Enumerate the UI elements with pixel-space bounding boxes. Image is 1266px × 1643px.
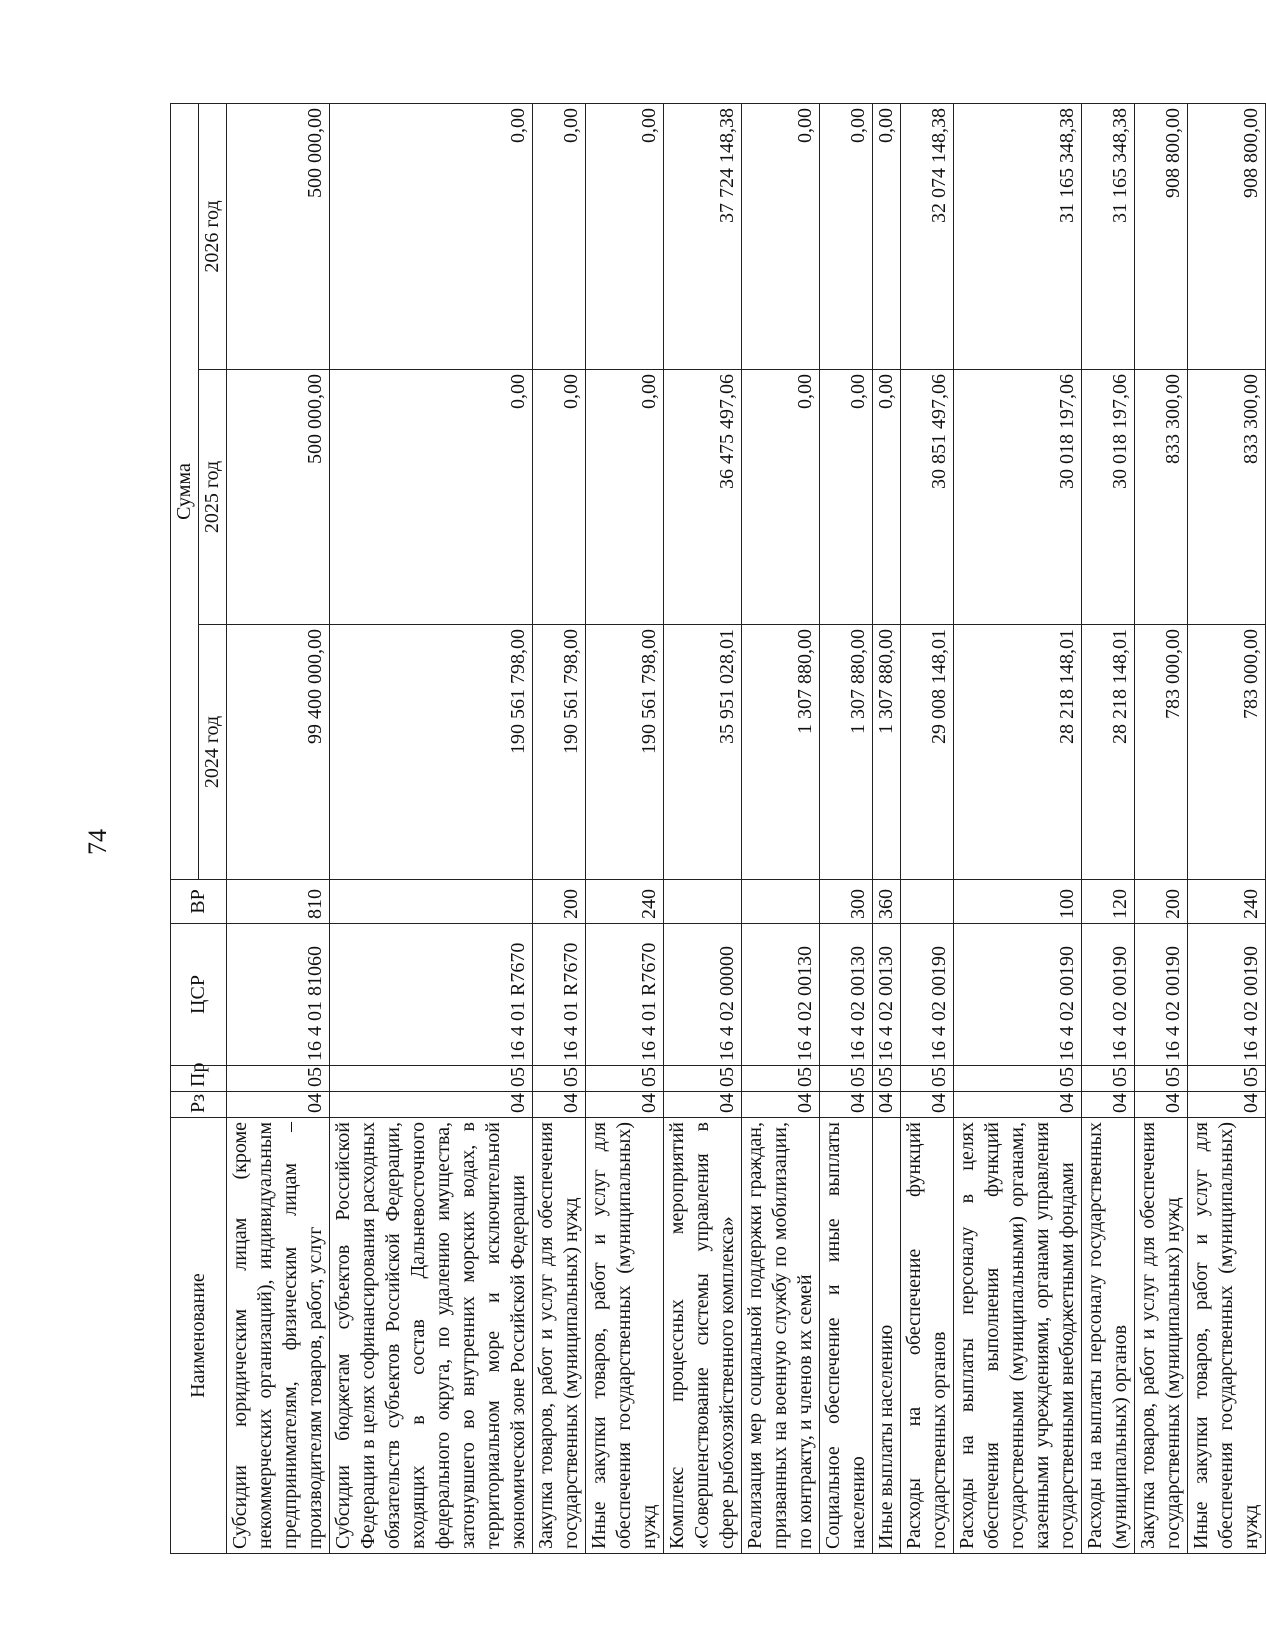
table-row — [533, 103, 586, 1553]
cell-name: Иные выплаты населению — [873, 1118, 901, 1554]
cell-pr: 05 — [586, 1066, 664, 1092]
cell-rz: 04 — [533, 1092, 586, 1118]
cell-y2025: 36 475 497,06 — [664, 370, 742, 625]
cell-pr: 05 — [533, 1066, 586, 1092]
cell-rz: 04 — [873, 1092, 901, 1118]
cell-vr: 200 — [1135, 880, 1188, 924]
cell-name: Расходы на выплаты персоналу государственных (муниципальных) органов — [1082, 1118, 1135, 1554]
cell-name: Субсидии бюджетам субъектов Российской Федерации в целях софинансирования расходных обязательств субъектов Российской Федерации, входящих в состав Дальневосточного федерального округа, по удалению имущества, затонувшего во внутренних морских водах, в территориальном море и исключительной экономической зоне Российской Федерации — [330, 1118, 533, 1554]
table-row — [330, 103, 533, 1553]
cell-rz: 04 — [1082, 1092, 1135, 1118]
cell-pr: 05 — [1082, 1066, 1135, 1092]
cell-name: Расходы на обеспечение функций государственных органов — [901, 1118, 954, 1554]
budget-table — [170, 103, 1266, 1554]
cell-vr — [742, 880, 820, 924]
cell-y2025: 0,00 — [873, 370, 901, 625]
header-pr: Пр — [171, 1066, 227, 1092]
table-header — [171, 103, 227, 1553]
cell-y2024: 35 951 028,01 — [664, 625, 742, 880]
cell-vr: 120 — [1082, 880, 1135, 924]
cell-y2025: 0,00 — [533, 370, 586, 625]
cell-y2024: 28 218 148,01 — [1082, 625, 1135, 880]
cell-name: Расходы на выплаты персоналу в целях обеспечения выполнения функций государственными (муниципальными) органами, казенными учреждениями, органами управления государственными внебюджетными фондами — [954, 1118, 1082, 1554]
cell-y2026: 31 165 348,38 — [1082, 103, 1135, 369]
cell-csr: 16 4 02 00130 — [742, 924, 820, 1066]
cell-pr: 05 — [227, 1066, 330, 1092]
cell-vr: 240 — [586, 880, 664, 924]
cell-name: Комплекс процессных мероприятий «Совершенствование системы управления в сфере рыбохозяйственного комплекса» — [664, 1118, 742, 1554]
cell-name: Иные закупки товаров, работ и услуг для обеспечения государственных (муниципальных) нужд — [586, 1118, 664, 1554]
cell-pr: 05 — [1188, 1066, 1266, 1092]
cell-y2025: 0,00 — [330, 370, 533, 625]
cell-csr: 16 4 02 00190 — [1135, 924, 1188, 1066]
cell-y2024: 1 307 880,00 — [820, 625, 873, 880]
table-row — [954, 103, 1082, 1553]
cell-y2026: 500 000,00 — [227, 103, 330, 369]
cell-pr: 05 — [820, 1066, 873, 1092]
cell-name: Закупка товаров, работ и услуг для обеспечения государственных (муниципальных) нужд — [533, 1118, 586, 1554]
cell-rz: 04 — [820, 1092, 873, 1118]
cell-csr: 16 4 01 R7670 — [533, 924, 586, 1066]
header-csr: ЦСР — [171, 924, 227, 1066]
cell-csr: 16 4 02 00190 — [954, 924, 1082, 1066]
table-row — [1082, 103, 1135, 1553]
cell-pr: 05 — [901, 1066, 954, 1092]
table-row — [742, 103, 820, 1553]
cell-name: Социальное обеспечение и иные выплаты населению — [820, 1118, 873, 1554]
table-row — [820, 103, 873, 1553]
cell-csr: 16 4 02 00130 — [820, 924, 873, 1066]
cell-y2024: 1 307 880,00 — [873, 625, 901, 880]
cell-y2024: 1 307 880,00 — [742, 625, 820, 880]
cell-csr: 16 4 02 00190 — [901, 924, 954, 1066]
table-row — [1135, 103, 1188, 1553]
page-number: 74 — [83, 829, 112, 855]
cell-csr: 16 4 02 00190 — [1082, 924, 1135, 1066]
table-row — [1188, 103, 1266, 1553]
table-row — [901, 103, 954, 1553]
cell-vr: 100 — [954, 880, 1082, 924]
cell-y2026: 0,00 — [820, 103, 873, 369]
cell-csr: 16 4 02 00190 — [1188, 924, 1266, 1066]
cell-y2025: 30 851 497,06 — [901, 370, 954, 625]
cell-y2026: 37 724 148,38 — [664, 103, 742, 369]
cell-y2024: 783 000,00 — [1135, 625, 1188, 880]
cell-vr — [901, 880, 954, 924]
cell-y2024: 783 000,00 — [1188, 625, 1266, 880]
cell-csr: 16 4 01 R7670 — [330, 924, 533, 1066]
cell-y2026: 0,00 — [533, 103, 586, 369]
table-row — [873, 103, 901, 1553]
rotated-table-wrapper — [170, 104, 1262, 1554]
cell-csr: 16 4 01 81060 — [227, 924, 330, 1066]
cell-y2024: 190 561 798,00 — [330, 625, 533, 880]
cell-rz: 04 — [742, 1092, 820, 1118]
cell-y2024: 190 561 798,00 — [586, 625, 664, 880]
cell-pr: 05 — [954, 1066, 1082, 1092]
header-2024: 2024 год — [199, 625, 227, 880]
cell-y2026: 908 800,00 — [1135, 103, 1188, 369]
cell-pr: 05 — [664, 1066, 742, 1092]
cell-rz: 04 — [901, 1092, 954, 1118]
cell-name: Закупка товаров, работ и услуг для обеспечения государственных (муниципальных) нужд — [1135, 1118, 1188, 1554]
cell-y2026: 0,00 — [742, 103, 820, 369]
cell-pr: 05 — [873, 1066, 901, 1092]
cell-rz: 04 — [954, 1092, 1082, 1118]
cell-y2025: 30 018 197,06 — [1082, 370, 1135, 625]
cell-vr — [330, 880, 533, 924]
cell-rz: 04 — [586, 1092, 664, 1118]
cell-y2025: 833 300,00 — [1135, 370, 1188, 625]
cell-y2025: 500 000,00 — [227, 370, 330, 625]
header-vr: ВР — [171, 880, 227, 924]
cell-y2026: 0,00 — [330, 103, 533, 369]
cell-rz: 04 — [227, 1092, 330, 1118]
cell-y2026: 908 800,00 — [1188, 103, 1266, 369]
cell-y2026: 31 165 348,38 — [954, 103, 1082, 369]
table-body — [227, 103, 1266, 1553]
cell-vr: 810 — [227, 880, 330, 924]
cell-pr: 05 — [742, 1066, 820, 1092]
cell-vr: 240 — [1188, 880, 1266, 924]
cell-vr: 200 — [533, 880, 586, 924]
cell-pr: 05 — [330, 1066, 533, 1092]
header-2025: 2025 год — [199, 370, 227, 625]
cell-y2024: 28 218 148,01 — [954, 625, 1082, 880]
cell-y2024: 29 008 148,01 — [901, 625, 954, 880]
cell-name: Субсидии юридическим лицам (кроме некоммерческих организаций), индивидуальным предпринимателям, физическим лицам – производителям товаров, работ, услуг — [227, 1118, 330, 1554]
cell-name: Реализация мер социальной поддержки граждан, призванных на военную службу по мобилизации, по контракту, и членов их семей — [742, 1118, 820, 1554]
cell-csr: 16 4 01 R7670 — [586, 924, 664, 1066]
cell-rz: 04 — [664, 1092, 742, 1118]
cell-name: Иные закупки товаров, работ и услуг для обеспечения государственных (муниципальных) нужд — [1188, 1118, 1266, 1554]
table-row — [586, 103, 664, 1553]
cell-rz: 04 — [1188, 1092, 1266, 1118]
header-rz: Рз — [171, 1092, 227, 1118]
header-sum: Сумма — [171, 103, 199, 879]
cell-vr: 360 — [873, 880, 901, 924]
cell-y2025: 30 018 197,06 — [954, 370, 1082, 625]
table-row — [227, 103, 330, 1553]
cell-y2026: 0,00 — [873, 103, 901, 369]
cell-rz: 04 — [1135, 1092, 1188, 1118]
cell-pr: 05 — [1135, 1066, 1188, 1092]
cell-vr — [664, 880, 742, 924]
table-row — [664, 103, 742, 1553]
cell-y2025: 0,00 — [820, 370, 873, 625]
cell-y2026: 32 074 148,38 — [901, 103, 954, 369]
cell-csr: 16 4 02 00000 — [664, 924, 742, 1066]
cell-y2024: 99 400 000,00 — [227, 625, 330, 880]
cell-csr: 16 4 02 00130 — [873, 924, 901, 1066]
header-name: Наименование — [171, 1118, 227, 1554]
cell-rz: 04 — [330, 1092, 533, 1118]
cell-y2025: 833 300,00 — [1188, 370, 1266, 625]
cell-y2026: 0,00 — [586, 103, 664, 369]
cell-vr: 300 — [820, 880, 873, 924]
cell-y2024: 190 561 798,00 — [533, 625, 586, 880]
header-2026: 2026 год — [199, 103, 227, 369]
cell-y2025: 0,00 — [586, 370, 664, 625]
cell-y2025: 0,00 — [742, 370, 820, 625]
